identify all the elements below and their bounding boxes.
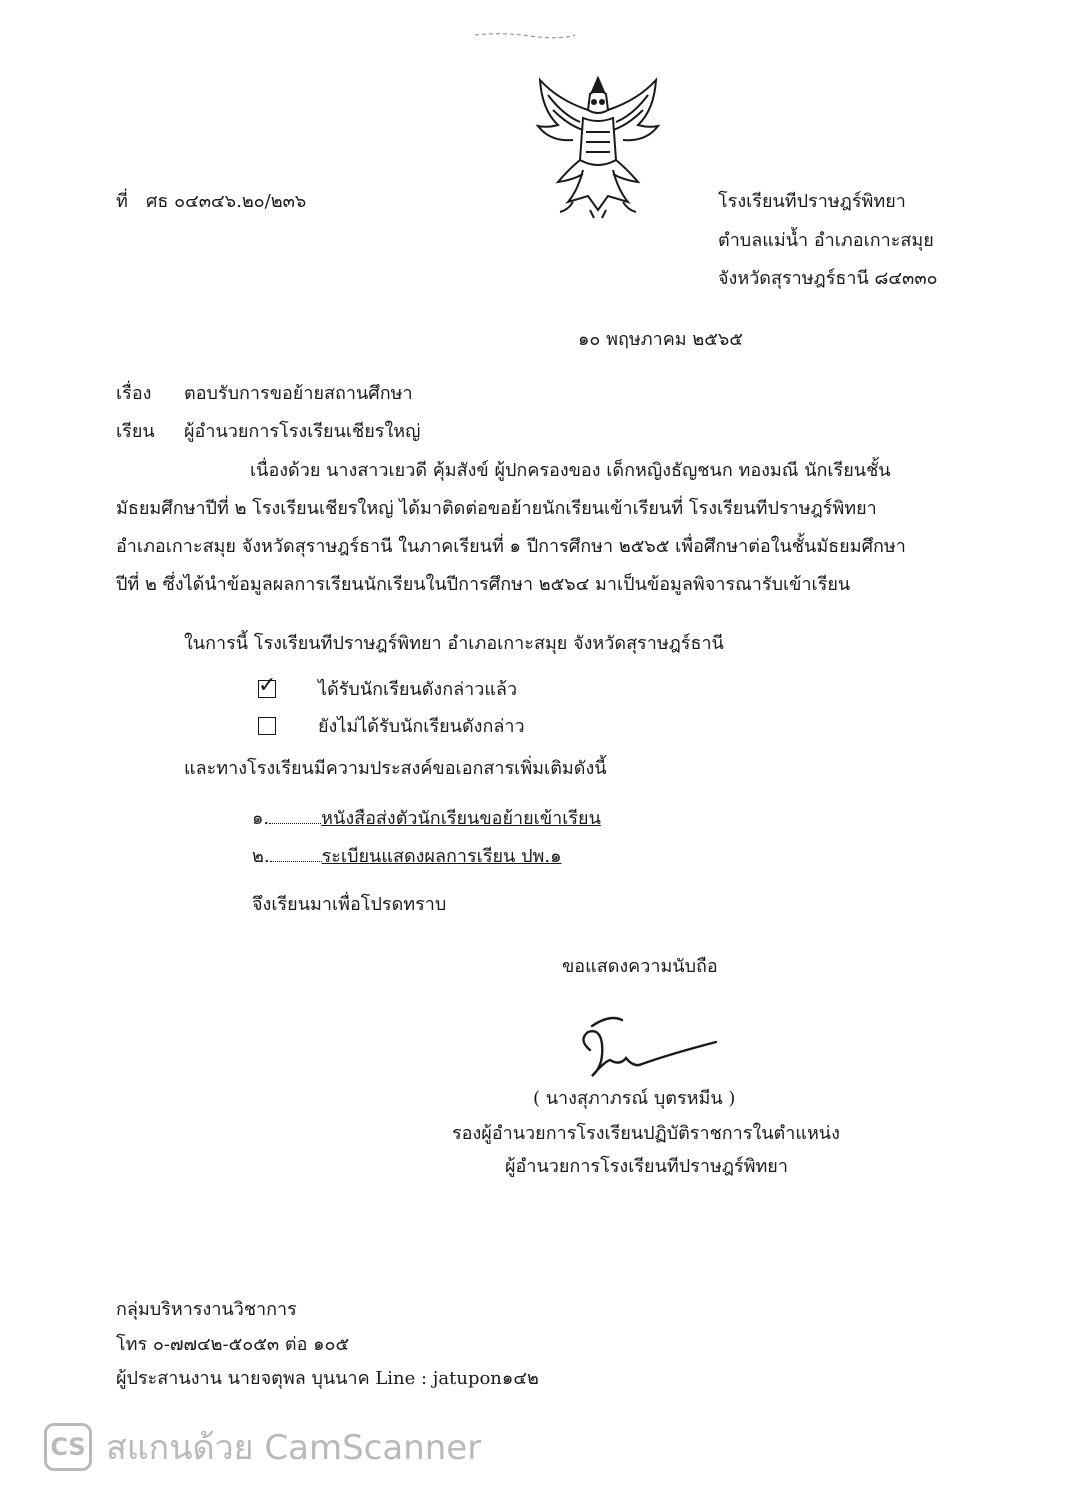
- body-paragraph-line: ปีที่ ๒ ซึ่งได้นำข้อมูลผลการเรียนนักเรียนในปีการศึกษา ๒๕๖๔ มาเป็นข้อมูลพิจารณารับเข้าเรียน: [116, 574, 851, 595]
- dotted-leader: [270, 861, 322, 862]
- footer-phone: โทร ๐-๗๗๔๒-๕๐๕๓ ต่อ ๑๐๕: [116, 1334, 350, 1355]
- signer-position-2: ผู้อำนวยการโรงเรียนทีปราษฎร์พิทยา: [505, 1156, 788, 1177]
- garuda-emblem-icon: [528, 70, 668, 220]
- recipient-text: ผู้อำนวยการโรงเรียนเชียรใหญ่: [184, 421, 421, 442]
- document-item-2: [252, 845, 562, 869]
- camscanner-logo-icon: CS: [44, 1423, 92, 1471]
- check-mark-icon: ✓: [258, 673, 277, 698]
- recipient-label: เรียน: [116, 421, 155, 442]
- not-received-option-label: ยังไม่ได้รับนักเรียนดังกล่าว: [318, 716, 525, 737]
- document-item-number: ๑.: [252, 808, 270, 829]
- body-paragraph-line: เนื่องด้วย นางสาวเยวดี คุ้มสังข์ ผู้ปกครองของ เด็กหญิงธัญชนก ทองมณี นักเรียนชั้น: [250, 460, 891, 481]
- scan-smudge: [470, 30, 580, 40]
- received-option-label: ได้รับนักเรียนดังกล่าวแล้ว: [318, 679, 518, 700]
- footer-coordinator: ผู้ประสานงาน นายจตุพล บุนนาค Line : jatupon๑๔๒: [116, 1368, 539, 1389]
- reference-number: ศธ ๐๔๓๔๖.๒๐/๒๓๖: [146, 191, 307, 212]
- reference-label: ที่: [116, 191, 128, 212]
- closing-line: จึงเรียนมาเพื่อโปรดทราบ: [252, 894, 447, 915]
- document-item-text: หนังสือส่งตัวนักเรียนขอย้ายเข้าเรียน: [321, 808, 601, 829]
- letter-date: ๑๐ พฤษภาคม ๒๕๖๕: [578, 329, 743, 350]
- regards-text: ขอแสดงความนับถือ: [562, 956, 718, 977]
- not-received-checkbox: [258, 717, 276, 735]
- document-item-1: [252, 807, 601, 831]
- received-checkbox: [258, 673, 277, 698]
- signer-name: ( นางสุภาภรณ์ บุตรหมีน ): [533, 1088, 736, 1109]
- body-paragraph-2: ในการนี้ โรงเรียนทีปราษฎร์พิทยา อำเภอเกาะสมุย จังหวัดสุราษฎร์ธานี: [184, 633, 724, 654]
- camscanner-watermark-text: สแกนด้วย CamScanner: [106, 1428, 482, 1468]
- signer-position-1: รองผู้อำนวยการโรงเรียนปฏิบัติราชการในตำแหน่ง: [452, 1123, 840, 1144]
- dotted-leader: [269, 823, 321, 824]
- subject-text: ตอบรับการขอย้ายสถานศึกษา: [184, 383, 413, 404]
- document-item-text: ระเบียนแสดงผลการเรียน ปพ.๑: [321, 846, 562, 867]
- school-name: โรงเรียนทีปราษฎร์พิทยา: [718, 191, 906, 212]
- subject-label: เรื่อง: [116, 383, 152, 404]
- body-paragraph-3: และทางโรงเรียนมีความประสงค์ขอเอกสารเพิ่มเติมดังนี้: [184, 758, 607, 779]
- address-line-1: ตำบลแม่น้ำ อำเภอเกาะสมุย: [718, 230, 934, 251]
- body-paragraph-line: อำเภอเกาะสมุย จังหวัดสุราษฎร์ธานี ในภาคเรียนที่ ๑ ปีการศึกษา ๒๕๖๕ เพื่อศึกษาต่อในชั้นมัธยมศึกษา: [116, 536, 906, 557]
- body-paragraph-line: มัธยมศึกษาปีที่ ๒ โรงเรียนเชียรใหญ่ ได้มาติดต่อขอย้ายนักเรียนเข้าเรียนที่ โรงเรียนทีปราษฎร์พิทยา: [116, 498, 877, 519]
- footer-department: กลุ่มบริหารงานวิชาการ: [116, 1299, 297, 1320]
- address-line-2: จังหวัดสุราษฎร์ธานี ๘๔๓๓๐: [718, 268, 938, 289]
- camscanner-watermark: [44, 1420, 481, 1474]
- handwritten-signature: [570, 1010, 720, 1090]
- document-item-number: ๒.: [252, 846, 270, 867]
